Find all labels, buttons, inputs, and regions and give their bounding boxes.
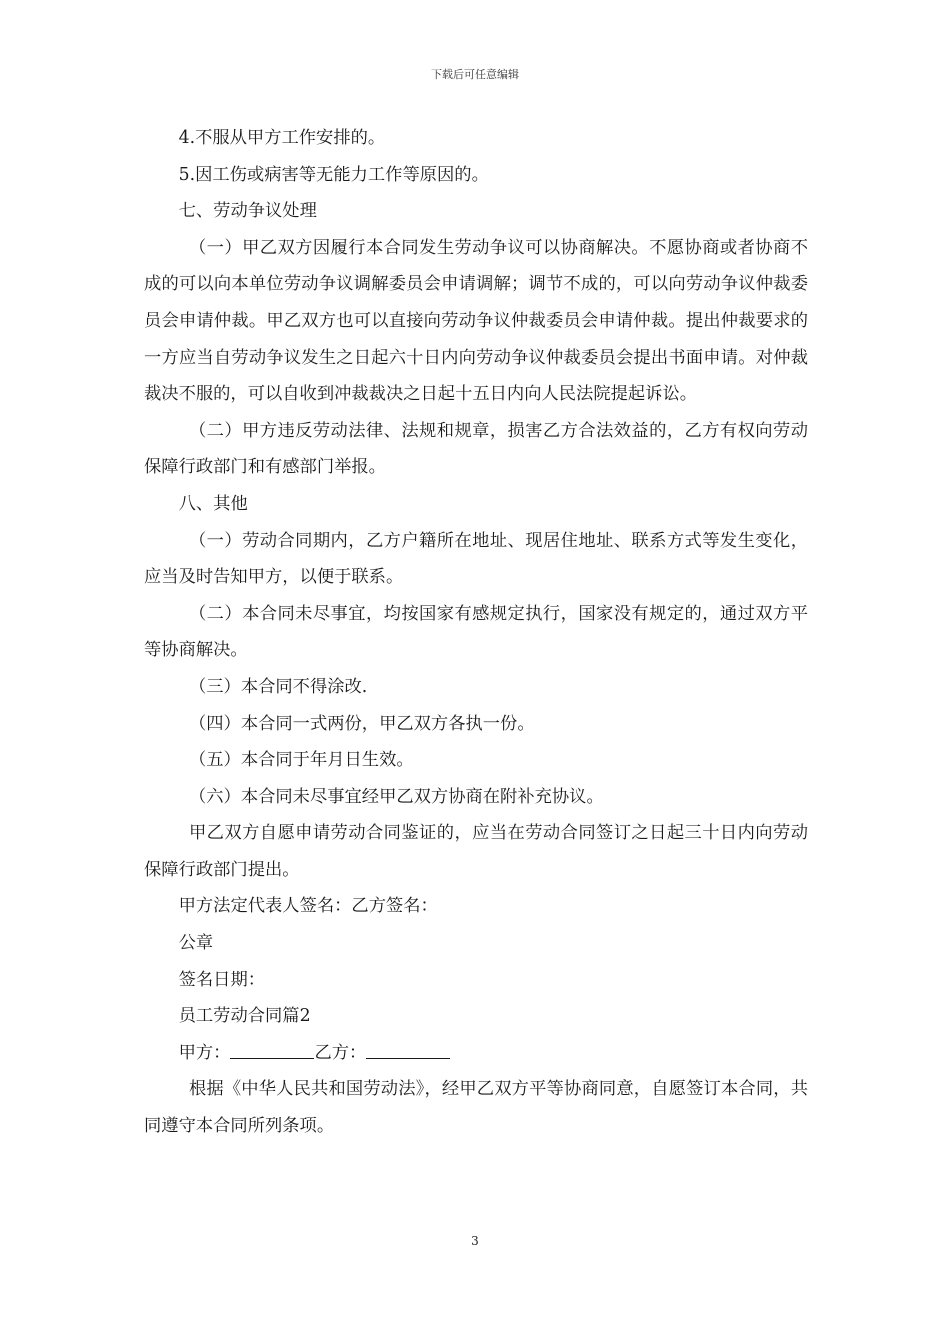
other-clause-6: （六）本合同未尽事宜经甲乙双方协商在附补充协议。: [188, 786, 604, 807]
contract-preamble: 根据《中华人民共和国劳动法》，经甲乙双方平等协商同意，自愿签订本合同，共同遵守本合同所列条项。: [144, 1079, 808, 1137]
other-clause-4: （四）本合同一式两份，甲乙双方各执一份。: [188, 713, 535, 734]
header-note: 下载后可任意编辑: [431, 68, 519, 81]
party-b-label: 乙方：: [314, 1042, 367, 1063]
clause-item-5: 5.因工伤或病害等无能力工作等原因的。: [178, 164, 489, 185]
document-body: [144, 120, 808, 1145]
party-a-blank: [230, 1042, 314, 1059]
dispute-clause-1: （一）甲乙双方因履行本合同发生劳动争议可以协商解决。不愿协商或者协商不成的可以向本单位劳动争议调解委员会申请调解；调节不成的，可以向劳动争议仲裁委员会申请仲裁。甲乙双方也可以直接向劳动争议仲裁委员会申请仲裁。提出仲裁要求的一方应当自劳动争议发生之日起六十日内向劳动争议仲裁委员会提出书面申请。对仲裁裁决不服的，可以自收到冲裁裁决之日起十五日内向人民法院提起诉讼。: [144, 237, 808, 405]
other-clause-1: （一）劳动合同期内，乙方户籍所在地址、现居住地址、联系方式等发生变化，应当及时告知甲方，以便于联系。: [144, 530, 808, 588]
contract-section-title: 员工劳动合同篇2: [178, 1006, 311, 1027]
clause-item-4: 4.不服从甲方工作安排的。: [178, 128, 386, 148]
party-b-blank: [366, 1042, 450, 1059]
other-clause-5: （五）本合同于年月日生效。: [188, 750, 414, 771]
parties-line: [144, 1035, 808, 1072]
other-clause-2: （二）本合同未尽事宜，均按国家有感规定执行，国家没有规定的，通过双方平等协商解决。: [144, 603, 808, 661]
section-heading-other: 八、其他: [178, 493, 248, 514]
other-clause-3: （三）本合同不得涂改.: [188, 676, 368, 697]
dispute-clause-2: （二）甲方违反劳动法律、法规和规章，损害乙方合法效益的，乙方有权向劳动保障行政部门和有感部门举报。: [144, 420, 808, 478]
official-seal-label: 公章: [178, 933, 214, 954]
authentication-paragraph: 甲乙双方自愿申请劳动合同鉴证的，应当在劳动合同签订之日起三十日内向劳动保障行政部门提出。: [144, 823, 808, 880]
page-number: 3: [471, 1234, 479, 1248]
signature-date-label: 签名日期：: [178, 969, 266, 990]
party-a-label: 甲方：: [178, 1042, 231, 1063]
section-heading-labor-disputes: 七、劳动争议处理: [178, 201, 317, 222]
signature-line: 甲方法定代表人签名：乙方签名：: [178, 896, 438, 917]
